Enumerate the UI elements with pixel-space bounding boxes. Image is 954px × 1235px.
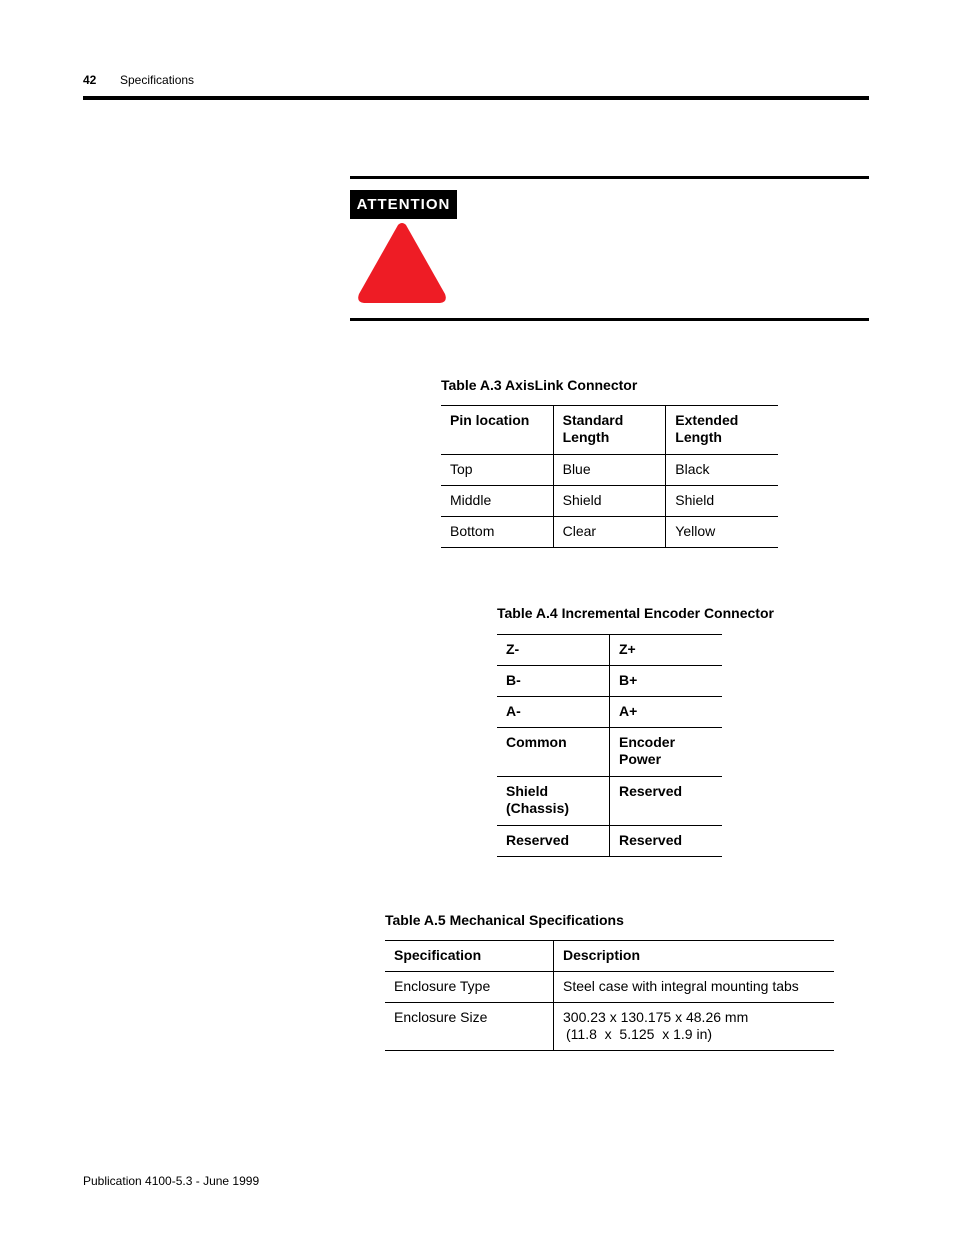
- table-cell: Reserved: [610, 826, 723, 857]
- table-header-cell: Pin location: [441, 406, 553, 455]
- table-cell: Middle: [441, 486, 553, 517]
- table-row: [497, 635, 722, 666]
- table-row: [497, 697, 722, 728]
- table-header-cell: Specification: [385, 941, 554, 972]
- publication-footer: Publication 4100-5.3 - June 1999: [83, 1174, 260, 1188]
- table-a5-mechanical-specifications: [385, 940, 834, 1051]
- table-row: [441, 517, 778, 548]
- attention-rule-bottom: [350, 318, 869, 321]
- table-row: [441, 455, 778, 486]
- table-cell: Reserved: [610, 777, 723, 826]
- table-cell: Shield: [553, 486, 666, 517]
- table-cell: Reserved: [497, 826, 610, 857]
- warning-triangle-icon: [356, 222, 448, 306]
- header-rule: [83, 96, 869, 100]
- table-cell: Steel case with integral mounting tabs: [554, 972, 835, 1003]
- table-cell: A-: [497, 697, 610, 728]
- table-cell: Yellow: [666, 517, 778, 548]
- table-a5-caption: Table A.5 Mechanical Specifications: [385, 912, 624, 928]
- table-header-row: [441, 406, 778, 455]
- table-cell: Black: [666, 455, 778, 486]
- table-cell: Enclosure Size: [385, 1003, 554, 1051]
- table-cell: Z-: [497, 635, 610, 666]
- table-row: [497, 728, 722, 777]
- table-cell: Clear: [553, 517, 666, 548]
- table-cell: Bottom: [441, 517, 553, 548]
- table-cell: Common: [497, 728, 610, 777]
- table-cell: B-: [497, 666, 610, 697]
- table-cell: Shield: [666, 486, 778, 517]
- table-row: [385, 1003, 834, 1051]
- table-row: [385, 972, 834, 1003]
- table-cell: B+: [610, 666, 723, 697]
- table-header-row: [385, 941, 834, 972]
- table-row: [497, 826, 722, 857]
- table-cell: Top: [441, 455, 553, 486]
- table-row: [441, 486, 778, 517]
- table-cell: A+: [610, 697, 723, 728]
- page-number: 42: [83, 73, 97, 87]
- table-header-cell: Standard Length: [553, 406, 666, 455]
- table-cell: [554, 1003, 835, 1051]
- table-header-cell: Extended Length: [666, 406, 778, 455]
- table-cell: Encoder Power: [610, 728, 723, 777]
- section-title: Specifications: [120, 73, 195, 87]
- table-header-cell: Description: [554, 941, 835, 972]
- table-row: [497, 777, 722, 826]
- table-cell: Blue: [553, 455, 666, 486]
- table-cell-line: 300.23 x 130.175 x 48.26 mm: [563, 1009, 749, 1025]
- table-a4-incremental-encoder-connector: [497, 634, 722, 857]
- attention-badge: ATTENTION: [350, 190, 457, 219]
- table-cell-line: (11.8 x 5.125 x 1.9 in): [566, 1026, 713, 1042]
- table-a3-caption: Table A.3 AxisLink Connector: [441, 377, 638, 393]
- table-a3-axislink-connector: [441, 405, 778, 548]
- table-cell: Enclosure Type: [385, 972, 554, 1003]
- attention-rule-top: [350, 176, 869, 179]
- table-a4-caption: Table A.4 Incremental Encoder Connector: [497, 605, 774, 621]
- table-cell: Z+: [610, 635, 723, 666]
- table-cell: Shield (Chassis): [497, 777, 610, 826]
- table-row: [497, 666, 722, 697]
